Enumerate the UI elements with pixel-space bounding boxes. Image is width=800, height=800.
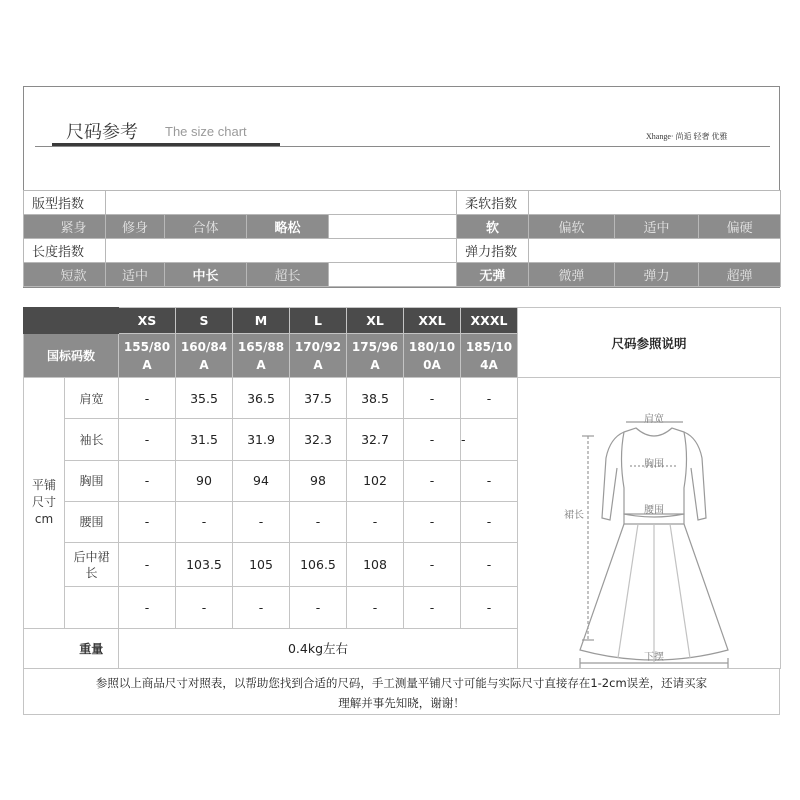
softness-option: 偏硬 (699, 215, 781, 239)
softness-option: 偏软 (529, 215, 615, 239)
skirt-folds (618, 524, 690, 662)
row-label: 肩宽 (65, 378, 119, 419)
cell: - (119, 378, 176, 419)
cell: 94 (233, 460, 290, 501)
shoulder-label: 肩宽 (644, 414, 664, 425)
cell: 38.5 (347, 378, 404, 419)
cell: - (404, 460, 461, 501)
size-header: L (290, 308, 347, 334)
size-header: XS (119, 308, 176, 334)
cell: 35.5 (176, 378, 233, 419)
size-header-row (24, 308, 781, 334)
cell: - (347, 587, 404, 628)
cell: 32.3 (290, 419, 347, 460)
cell: - (461, 419, 518, 460)
cell: 36.5 (233, 378, 290, 419)
right-sleeve (684, 432, 706, 520)
dress-diagram-cell (518, 378, 781, 669)
cell: - (233, 501, 290, 542)
cell: - (176, 587, 233, 628)
size-header: M (233, 308, 290, 334)
cell: - (119, 543, 176, 587)
fit-index-row (24, 191, 781, 215)
brand-logo: Xhange· 尚逅 轻奢 优雅 (646, 132, 728, 141)
cell: - (461, 501, 518, 542)
cell: 37.5 (290, 378, 347, 419)
softness-option-selected: 软 (457, 215, 529, 239)
cell: - (119, 460, 176, 501)
cell: 106.5 (290, 543, 347, 587)
cell: - (404, 587, 461, 628)
fit-option-selected: 略松 (247, 215, 329, 239)
row-label: 后中裙 长 (65, 543, 119, 587)
skirt-length-label: 裙长 (564, 510, 584, 521)
elastic-option: 微弹 (529, 263, 615, 287)
length-index-row (24, 239, 781, 263)
waist-label: 腰围 (644, 505, 664, 516)
cell: - (404, 543, 461, 587)
intl-code: 165/88 A (233, 334, 290, 378)
fit-option: 合体 (165, 215, 247, 239)
cell: - (461, 378, 518, 419)
length-option: 超长 (247, 263, 329, 287)
length-options-row (24, 263, 781, 287)
cell: 103.5 (176, 543, 233, 587)
note-line-2: 理解并事先知晓，谢谢！ (338, 696, 465, 710)
intl-code: 185/10 4A (461, 334, 518, 378)
cell: - (404, 419, 461, 460)
weight-value: 0.4kg左右 (119, 628, 518, 668)
chest-label: 胸围 (644, 459, 664, 470)
size-header: S (176, 308, 233, 334)
intl-code: 160/84 A (176, 334, 233, 378)
cell: - (290, 587, 347, 628)
elastic-option: 超弹 (699, 263, 781, 287)
intl-code: 155/80 A (119, 334, 176, 378)
elastic-index-label: 弹力指数 (457, 239, 529, 263)
softness-option: 适中 (615, 215, 699, 239)
cell: - (119, 501, 176, 542)
softness-index-label: 柔软指数 (457, 191, 529, 215)
cell: - (119, 419, 176, 460)
title-english: The size chart (165, 124, 247, 139)
size-header: XXL (404, 308, 461, 334)
length-option-selected: 中长 (165, 263, 247, 287)
flat-size-label: 平铺 尺寸 cm (24, 378, 65, 629)
elastic-option: 弹力 (615, 263, 699, 287)
cell: - (347, 501, 404, 542)
size-description-title: 尺码参照说明 (518, 308, 781, 378)
intl-code: 175/96 A (347, 334, 404, 378)
left-sleeve (602, 432, 624, 520)
row-label (65, 587, 119, 628)
row-label: 胸围 (65, 460, 119, 501)
length-option: 适中 (106, 263, 165, 287)
row-label: 袖长 (65, 419, 119, 460)
cell: - (461, 587, 518, 628)
cell: 31.5 (176, 419, 233, 460)
cell: - (290, 501, 347, 542)
cell: 98 (290, 460, 347, 501)
fit-option: 修身 (106, 215, 165, 239)
cell: - (119, 587, 176, 628)
cell: 105 (233, 543, 290, 587)
size-header: XXXL (461, 308, 518, 334)
cell: 108 (347, 543, 404, 587)
cell: 31.9 (233, 419, 290, 460)
elastic-option-selected: 无弹 (457, 263, 529, 287)
length-option: 短款 (24, 263, 106, 287)
fit-options-row (24, 215, 781, 239)
fit-option: 紧身 (24, 215, 106, 239)
cell: 102 (347, 460, 404, 501)
index-grid (23, 190, 781, 287)
size-table (23, 307, 781, 669)
size-note (23, 669, 780, 715)
cell: 32.7 (347, 419, 404, 460)
title-chinese: 尺码参考 (66, 122, 138, 143)
size-header: XL (347, 308, 404, 334)
cell: - (461, 460, 518, 501)
intl-code: 180/10 0A (404, 334, 461, 378)
hem-label: 下摆 (644, 652, 664, 663)
cell: - (461, 543, 518, 587)
table-row (24, 378, 781, 419)
row-label: 腰围 (65, 501, 119, 542)
cell: - (176, 501, 233, 542)
cell: - (404, 501, 461, 542)
fit-index-label: 版型指数 (24, 191, 106, 215)
cell: 90 (176, 460, 233, 501)
intl-code-label: 国标码数 (24, 334, 119, 378)
note-line-1: 参照以上商品尺寸对照表，以帮助您找到合适的尺码，手工测量平铺尺寸可能与实际尺寸直接存在1-2cm误差，还请买家 (95, 676, 708, 690)
intl-code: 170/92 A (290, 334, 347, 378)
cell: - (404, 378, 461, 419)
title-divider (35, 146, 770, 147)
cell: - (233, 587, 290, 628)
length-index-label: 长度指数 (24, 239, 106, 263)
weight-label: 重量 (65, 628, 119, 668)
